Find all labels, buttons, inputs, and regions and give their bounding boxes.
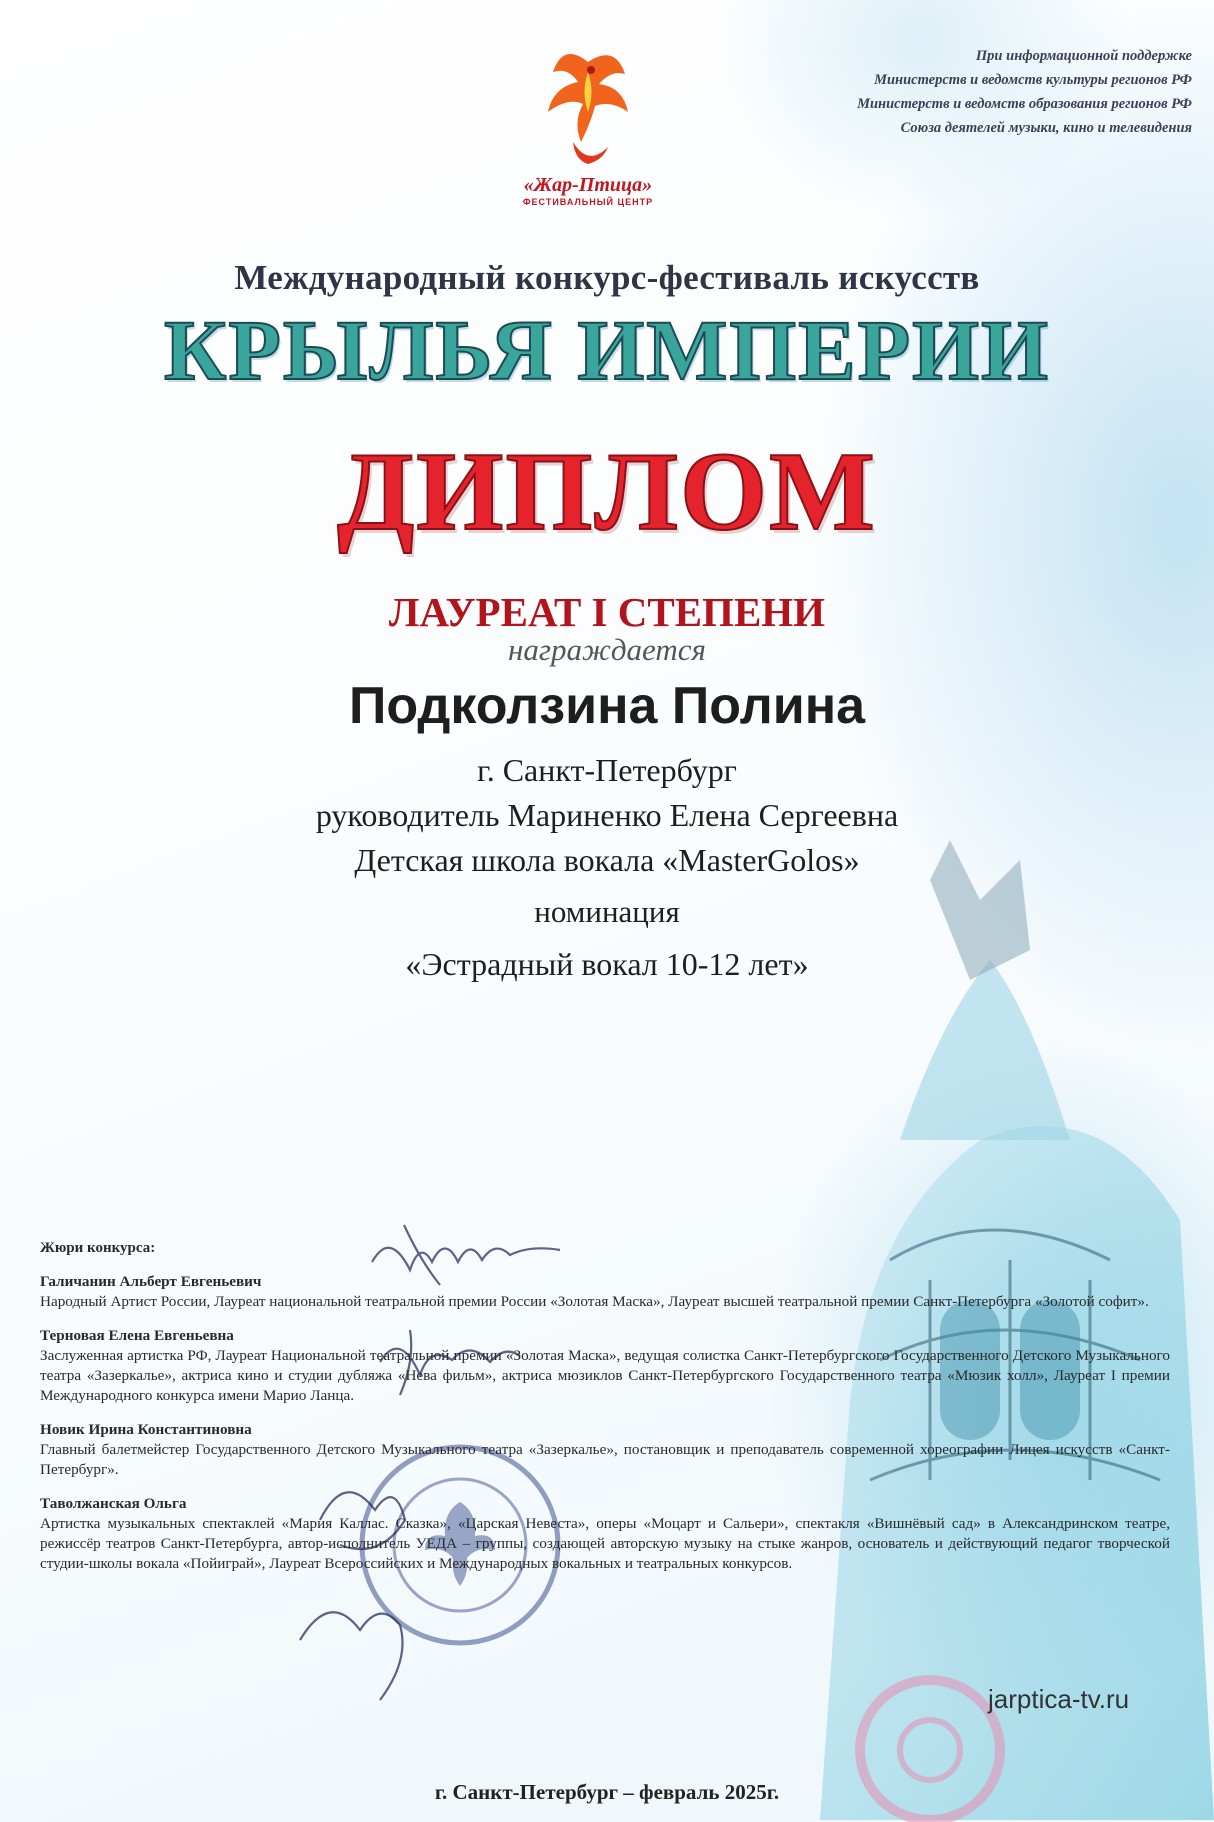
leader-line: руководитель Мариненко Елена Сергеевна bbox=[315, 797, 899, 833]
nomination-label: номинация bbox=[534, 894, 680, 929]
jury-member-name: Терновая Елена Евгеньевна bbox=[40, 1327, 234, 1344]
footer-place-date: г. Санкт-Петербург – февраль 2025г. bbox=[434, 1780, 780, 1804]
school-line: Детская школа вокала «MasterGolos» bbox=[354, 842, 860, 878]
jury-member bbox=[40, 1272, 1170, 1312]
recipient-name: Подколзина Полина bbox=[348, 677, 866, 735]
support-line: Союза деятелей музыки, кино и телевидения bbox=[900, 120, 1192, 136]
jury-heading: Жюри конкурса: bbox=[40, 1240, 156, 1256]
jury-member-name: Галичанин Альберт Евгеньевич bbox=[40, 1273, 262, 1290]
jury-member-desc: Артистка музыкальных спектаклей «Мария Каллас. Сказка», «Царская Невеста», оперы «Моцарт и Сальери», спектакля «Вишнёвый сад» в Александринском театре, режиссёр театров Санкт-Петербурга, автор-исполнитель УЕДА – группы, создающей авторскую музыку на стыке жанров, основатель и действующий педагог творческой студии-школы вокала «Пойиграй», Лауреат Всероссийских и Международных вокальных и театральных конкурсов. bbox=[40, 1515, 1170, 1572]
jury-member-name: Новик Ирина Константиновна bbox=[40, 1421, 252, 1438]
festival-logo bbox=[498, 42, 678, 207]
logo-subtitle: ФЕСТИВАЛЬНЫЙ ЦЕНТР bbox=[522, 197, 654, 207]
jury-section bbox=[40, 1238, 1170, 1588]
jury-member bbox=[40, 1326, 1170, 1406]
support-line: Министерств и ведомств образования регионов РФ bbox=[857, 96, 1192, 112]
nomination-category: «Эстрадный вокал 10-12 лет» bbox=[405, 946, 809, 982]
jury-member bbox=[40, 1494, 1170, 1574]
festival-name: КРЫЛЬЯ ИМПЕРИИ bbox=[164, 302, 1050, 398]
website-link[interactable]: jarptica-tv.ru bbox=[988, 1684, 1130, 1714]
jury-member-desc: Заслуженная артистка РФ, Лауреат Национальной театральной премии «Золотая Маска», ведущая солистка Санкт-Петербургского Государственного Детского Музыкального театра «Зазеркалье», актриса кино и студии дубляжа «Нева фильм», актриса мюзиклов Санкт-Петербургского Государственного театра «Мюзик холл», Лауреат I премии Международного конкурса имени Марио Ланца. bbox=[40, 1347, 1170, 1404]
laureate-degree: ЛАУРЕАТ I СТЕПЕНИ bbox=[388, 589, 826, 635]
contest-title: Международный конкурс-фестиваль искусств bbox=[234, 258, 980, 297]
jury-member-desc: Народный Артист России, Лауреат национальной театральной премии России «Золотая Маска», Лауреат высшей театральной премии Санкт-Петербурга «Золотой софит». bbox=[40, 1293, 1149, 1310]
diploma-title: ДИПЛОМ bbox=[337, 430, 877, 554]
awarded-text: награждается bbox=[508, 632, 706, 667]
support-block bbox=[632, 44, 1192, 140]
recipient-city: г. Санкт-Петербург bbox=[477, 752, 737, 788]
jury-member-name: Таволжанская Ольга bbox=[40, 1495, 187, 1512]
jury-member-desc: Главный балетмейстер Государственного Детского Музыкального театра «Зазеркалье», постановщик и преподаватель современной хореографии Лицея искусств «Санкт-Петербург». bbox=[40, 1441, 1170, 1478]
support-line: Министерств и ведомств культуры регионов РФ bbox=[874, 72, 1192, 88]
support-line: При информационной поддержке bbox=[975, 48, 1192, 64]
jury-member bbox=[40, 1420, 1170, 1480]
logo-name: «Жар-Птица» bbox=[523, 174, 653, 196]
firebird-icon bbox=[533, 42, 643, 172]
